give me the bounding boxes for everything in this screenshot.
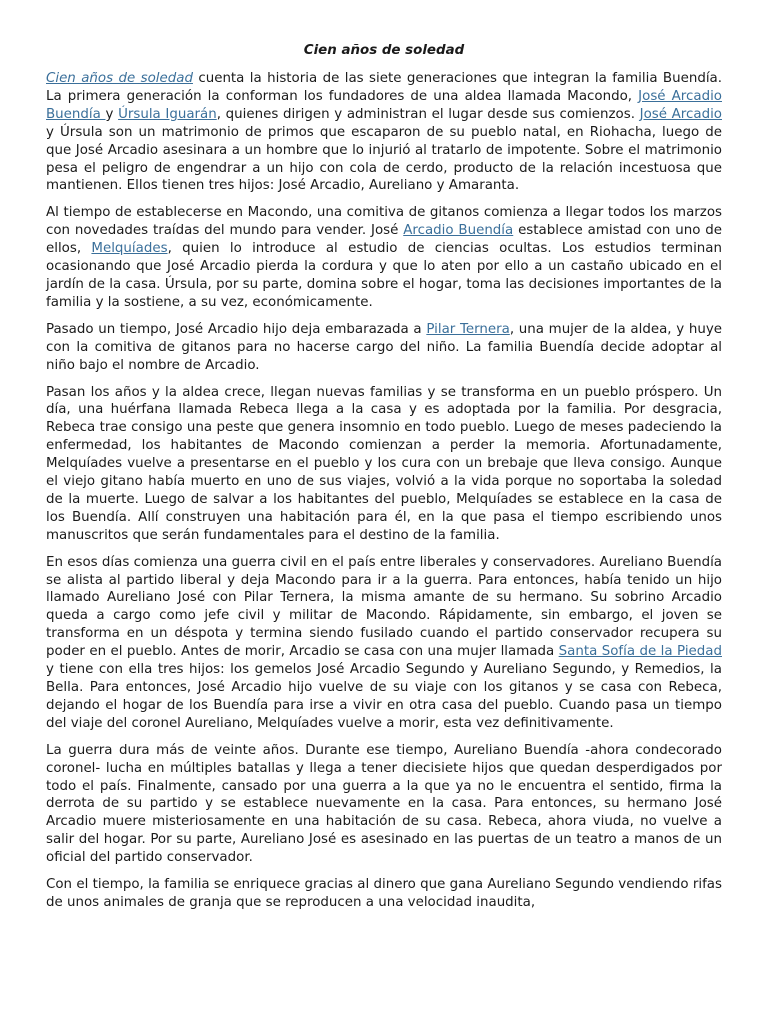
paragraph-text: Pasan los años y la aldea crece, llegan nuevas familias y se transforma en un pueblo próspero. Un día, una huérfana llamada Rebeca llega a la casa y es adoptada por la familia. Por desgracia, Rebeca trae consigo una peste que genera insomnio en todo pueblo. Luego de meses padeciendo la enfermedad, los habitantes de Macondo comienzan a perder la memoria. Afortunadamente, Melquíades vuelve a presentarse en el pueblo y los cura con un brebaje que lleva consigo. Aunque el viejo gitano había muerto en uno de sus viajes, volvió a la vida porque no soportaba la soledad de la muerte. Luego de salvar a los habitantes del pueblo, Melquíades se establece en la casa de los Buendía. Allí construyen una habitación para él, en la que pasa el tiempo escribiendo unos manuscritos que serán fundamentales para el destino de la familia. <box>46 384 722 543</box>
paragraph-text: , una mujer de la aldea, y huye con la comitiva de gitanos para no hacerse cargo del niño. La familia Buendía decide adoptar al niño bajo el nombre de Arcadio. <box>46 321 722 373</box>
inline-link[interactable]: Pilar Ternera <box>426 321 510 337</box>
paragraph <box>46 321 722 375</box>
paragraph-text: , quienes dirigen y administran el lugar desde sus comienzos. <box>216 106 640 122</box>
inline-link[interactable]: José Arcadio <box>639 106 722 122</box>
paragraph-text: establece amistad con uno de ellos, <box>46 223 722 257</box>
paragraph-text: y <box>105 106 119 122</box>
paragraph-text: Al tiempo de establecerse en Macondo, una comitiva de gitanos comienza a llegar todos los marzos con novedades traídas del mundo para vender. José <box>46 205 722 239</box>
paragraph <box>46 876 722 912</box>
paragraph <box>46 554 722 733</box>
inline-link[interactable]: José Arcadio Buendía <box>46 88 722 122</box>
paragraph <box>46 384 722 545</box>
inline-link[interactable]: Cien años de soledad <box>46 71 193 86</box>
paragraph-text: Pasado un tiempo, José Arcadio hijo deja embarazada a <box>46 321 427 337</box>
paragraph <box>46 70 722 195</box>
paragraph-text: y Úrsula son un matrimonio de primos que escaparon de su pueblo natal, en Riohacha, luego de que José Arcadio asesinara a un hombre que lo injurió al tratarlo de impotente. Sobre el matrimonio pesa el peligro de engendrar a un hijo con cola de cerdo, producto de la relación incestuosa que mantienen. Ellos tienen tres hijos: José Arcadio, Aureliano y Amaranta. <box>46 124 722 194</box>
inline-link[interactable]: Úrsula Iguarán <box>118 106 217 122</box>
paragraph-text: cuenta la historia de las siete generaciones que integran la familia Buendía. La primera generación la conforman los fundadores de una aldea llamada Macondo, <box>46 71 723 104</box>
paragraph-text: En esos días comienza una guerra civil en el país entre liberales y conservadores. Aureliano Buendía se alista al partido liberal y deja Macondo para ir a la guerra. Para entonces, había tenido un hijo llamado Aureliano José con Pilar Ternera, la misma amante de su hermano. Su sobrino Arcadio queda a cargo como jefe civil y militar de Macondo. Rápidamente, sin embargo, el joven se transforma en un déspota y termina siendo fusilado cuando el partido conservador recupera su poder en el pueblo. Antes de morir, Arcadio se casa con una mujer llamada <box>46 554 722 660</box>
inline-link[interactable]: Melquíades <box>91 241 168 257</box>
inline-link[interactable]: Arcadio Buendía <box>403 223 514 239</box>
inline-link[interactable]: Santa Sofía de la Piedad <box>558 644 722 660</box>
paragraph-text: La guerra dura más de veinte años. Durante ese tiempo, Aureliano Buendía -ahora condecorado coronel- lucha en múltiples batallas y llega a tener diecisiete hijos que quedan desperdigados por todo el país. Finalmente, cansado por una guerra a la que ya no le encuentra el sentido, firma la derrota de su partido y se establece nuevamente en la casa. Para entonces, su hermano José Arcadio muere misteriosamente en una habitación de su casa. Rebeca, ahora viuda, no vuelve a salir del hogar. Por su parte, Aureliano José es asesinado en las puertas de un teatro a manos de un oficial del partido conservador. <box>46 742 722 866</box>
paragraph <box>46 204 722 311</box>
page-title: Cien años de soledad <box>303 43 465 58</box>
document-body <box>46 70 722 912</box>
paragraph-text: y tiene con ella tres hijos: los gemelos José Arcadio Segundo y Aureliano Segundo, y Remedios, la Bella. Para entonces, José Arcadio hijo vuelve de su viaje con los gitanos y se casa con Rebeca, dejando el hogar de los Buendía para irse a vivir en otra casa del pueblo. Cuando pasa un tiempo del viaje del coronel Aureliano, Melquíades vuelve a morir, esta vez definitivamente. <box>46 662 722 731</box>
paragraph-text: , quien lo introduce al estudio de ciencias ocultas. Los estudios terminan ocasionando que José Arcadio pierda la cordura y que lo aten por ello a un castaño ubicado en el jardín de la casa. Úrsula, por su parte, domina sobre el hogar, toma las decisiones importantes de la familia y la sostiene, a su vez, económicamente. <box>46 241 722 310</box>
paragraph <box>46 742 722 867</box>
paragraph-text: Con el tiempo, la familia se enriquece gracias al dinero que gana Aureliano Segundo vendiendo rifas de unos animales de granja que se reproducen a una velocidad inaudita, <box>46 877 722 910</box>
